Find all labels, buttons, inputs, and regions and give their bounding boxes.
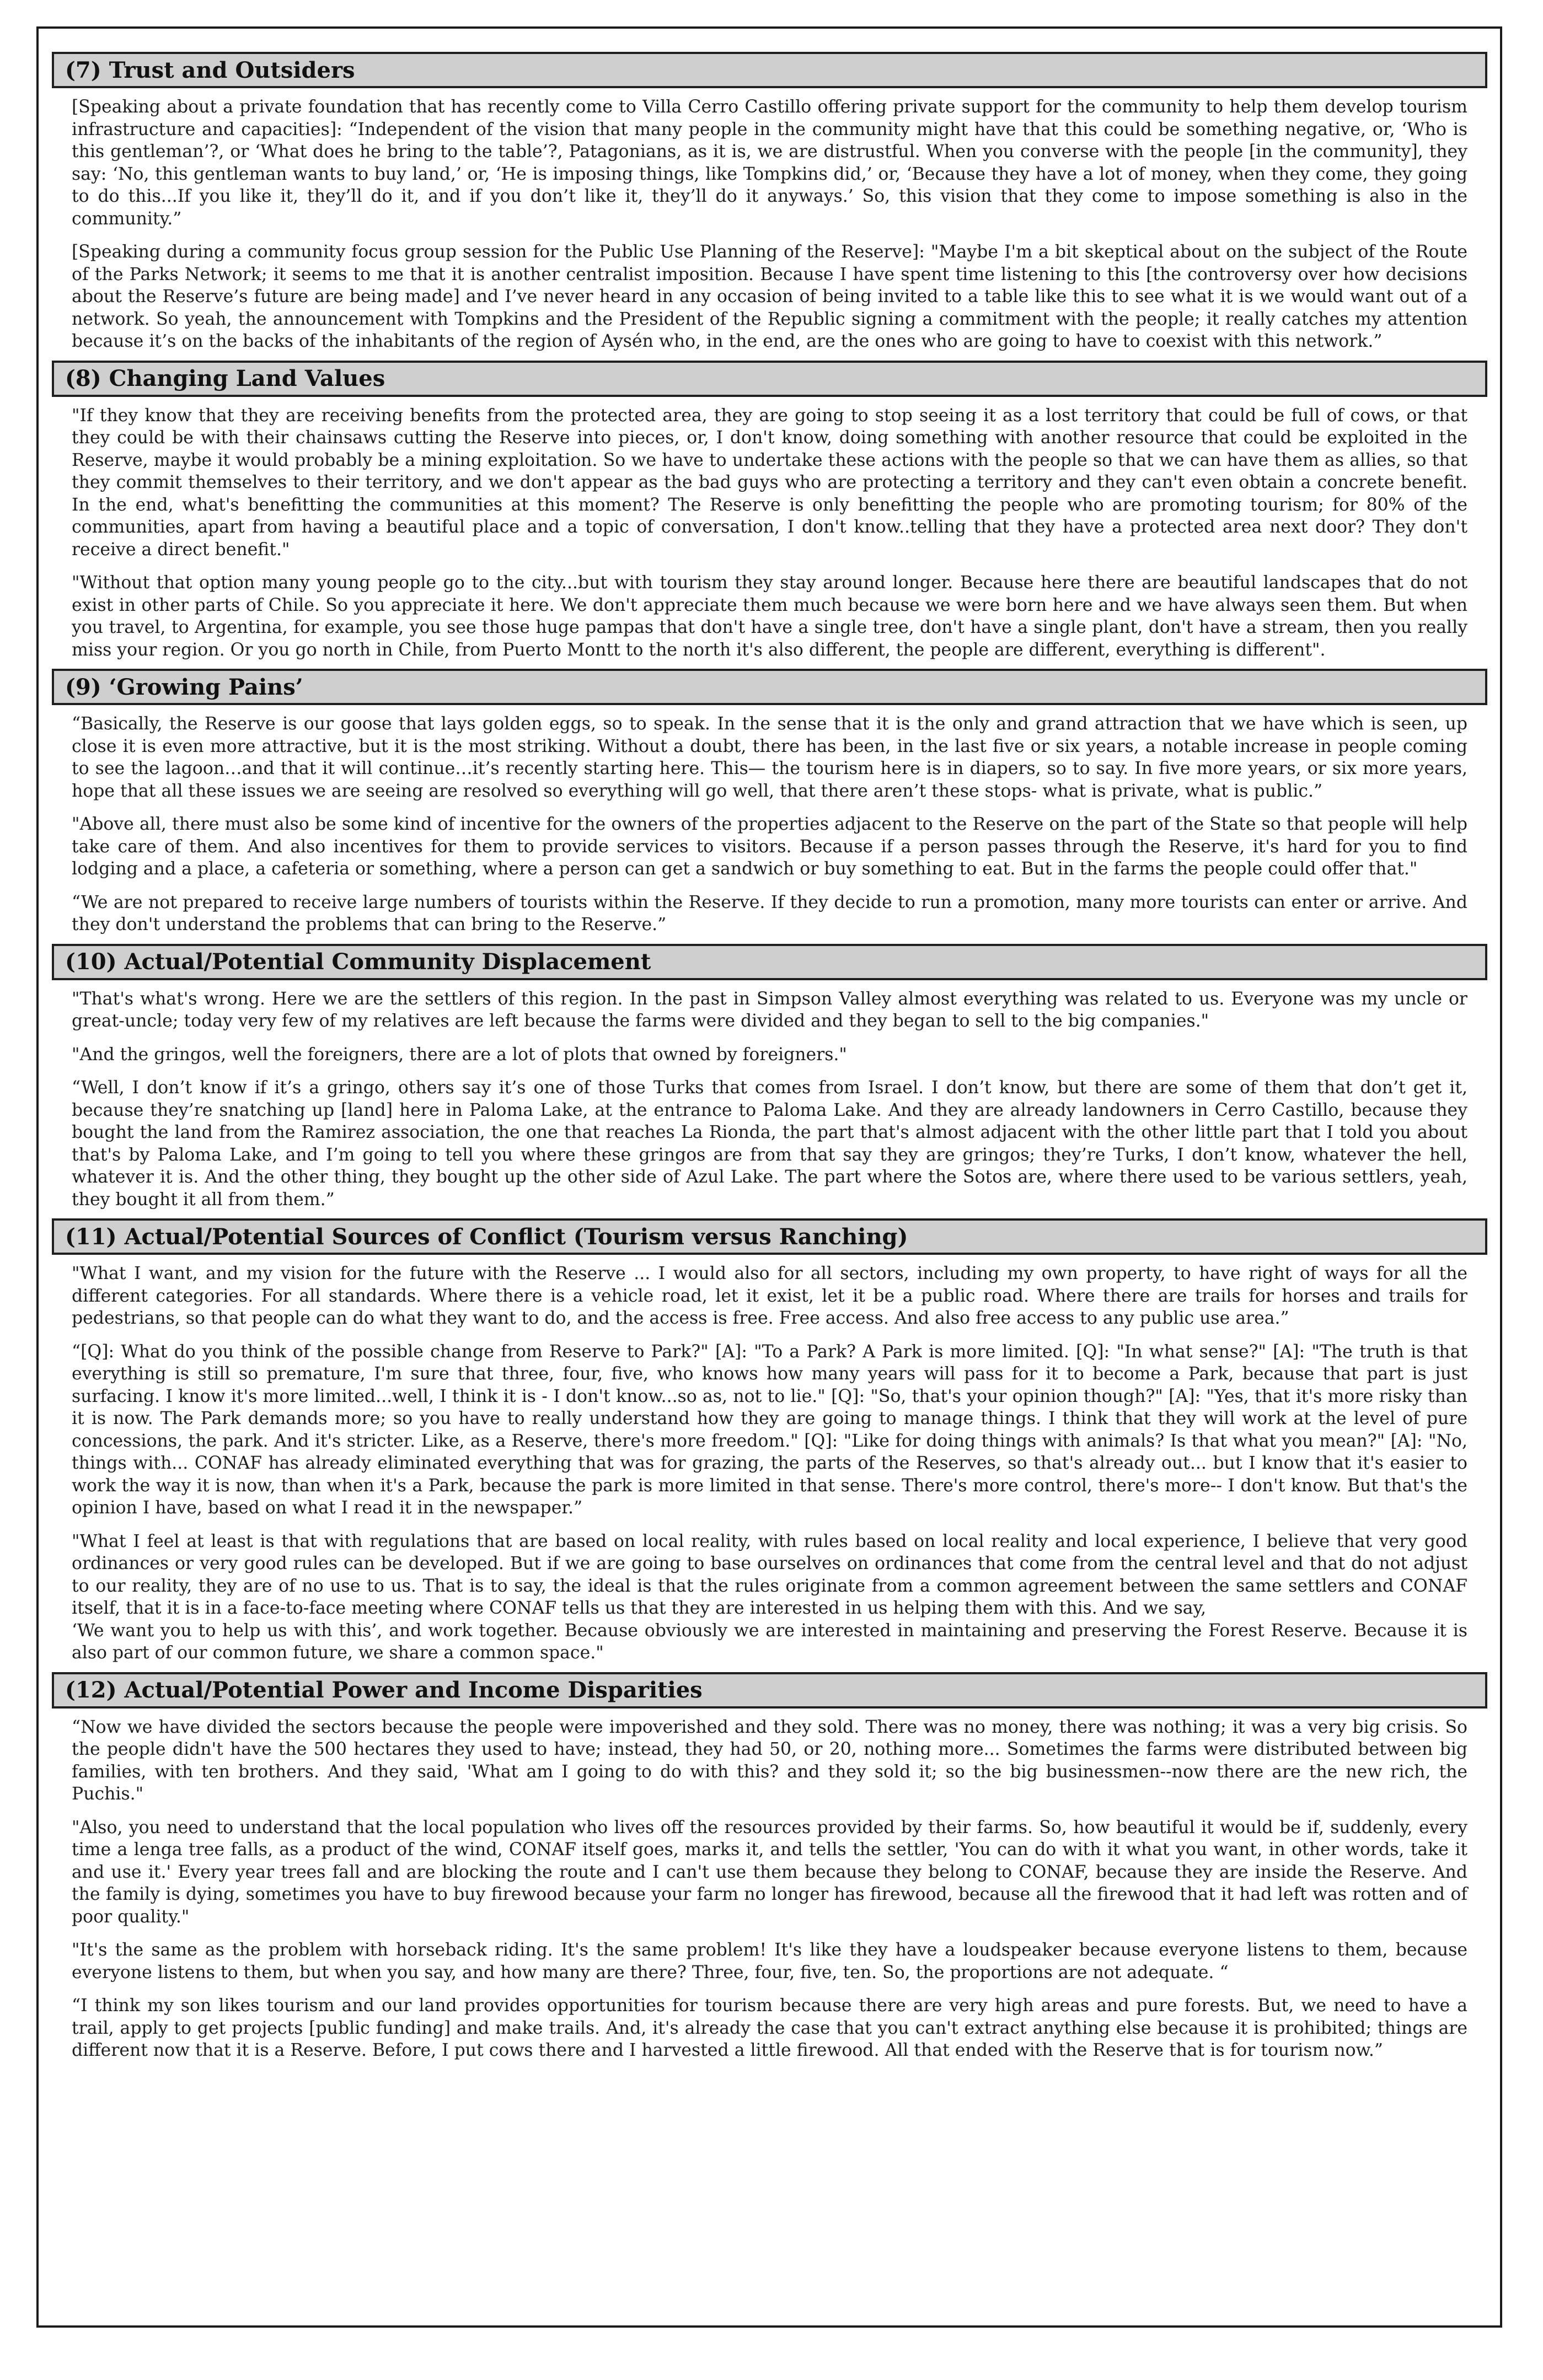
quote-paragraph: "Without that option many young people go to the city...but with tourism they stay around longer. Because here there are beautiful landscapes that do not exist in other parts of Chile. So you appreciate it here. We don't appreciate them much because we were born here and we have always seen them. But when you travel, to Argentina, for example, you see those huge pampas that don't have a single tree, don't have a single plant, don't have a stream, then you really miss your region. Or you go north in Chile, from Puerto Montt to the north it's also different, the people are different, everything is different".: [72, 573, 1467, 660]
section-heading: (7) Trust and Outsiders: [52, 52, 1487, 88]
quote-group: [52, 1709, 1487, 2070]
quote-paragraph: “Well, I don’t know if it’s a gringo, others say it’s one of those Turks that comes from Israel. I don’t know, but there are some of them that don’t get it, because they’re snatching up [land] here in Paloma Lake, at the entrance to Paloma Lake. And they are already landowners in Cerro Castillo, because they bought the land from the Ramirez association, the one that reaches La Rionda, the part that's almost adjacent with the other little part that I told you about that's by Paloma Lake, and I’m going to tell you where these gringos are from that say they are gringos; they’re Turks, I don’t know, whatever the hell, whatever it is. And the other thing, they bought up the other side of Azul Lake. The part where the Sotos are, where there used to be various settlers, yeah, they bought it all from them.”: [72, 1078, 1467, 1210]
quote-paragraph: "And the gringos, well the foreigners, there are a lot of plots that owned by foreigners.": [72, 1044, 847, 1065]
section-heading: (9) ‘Growing Pains’: [52, 669, 1487, 705]
quote-paragraph: "Also, you need to understand that the local population who lives off the resources provided by their farms. So, how beautiful it would be if, suddenly, every time a lenga tree falls, as a product of the wind, CONAF itself goes, marks it, and tells the settler, 'You can do with it what you want, in other words, take it and use it.' Every year trees fall and are blocking the route and I can't use them because they belong to CONAF, because they are inside the Reserve. And the family is dying, sometimes you have to buy firewood because your farm no longer has firewood, because all the firewood that it had left was rotten and of poor quality.": [72, 1817, 1467, 1927]
section-power-and-income-disparities: [52, 1672, 1487, 2070]
quote-paragraph: “Basically, the Reserve is our goose that lays golden eggs, so to speak. In the sense that it is the only and grand attraction that we have which is seen, up close it is even more attractive, but it is the most striking. Without a doubt, there has been, in the last five or six years, a notable increase in people coming to see the lagoon…and that it will continue…it’s recently starting here. This— the tourism here is in diapers, so to say. In five more years, or six more years, hope that all these issues we are seeing are resolved so everything will go well, that there aren’t these stops- what is private, what is public.”: [72, 714, 1467, 801]
quote-group: [52, 1255, 1487, 1672]
quote-group: [52, 397, 1487, 669]
section-growing-pains: [52, 669, 1487, 944]
quote-paragraph: "That's what's wrong. Here we are the settlers of this region. In the past in Simpson Valley almost everything was related to us. Everyone was my uncle or great-uncle; today very few of my relatives are left because the farms were divided and they began to sell to the big companies.": [72, 988, 1467, 1031]
quote-paragraph: “[Q]: What do you think of the possible change from Reserve to Park?" [A]: "To a Park? A Park is more limited. [Q]: "In what sense?" [A]: "The truth is that everything is still so premature, I'm sure that three, four, five, who knows how many years will pass for it to become a Park, because that part is just surfacing. I know it's more limited...well, I think it is - I don't know...so as, not to lie." [Q]: "So, that's your opinion though?" [A]: "Yes, that it's more risky than it is now. The Park demands more; so you have to really understand how they are going to manage things. I think that they will work at the level of pure concessions, the park. And it's stricter. Like, as a Reserve, there's more freedom." [Q]: "Like for doing things with animals? Is that what you mean?" [A]: "No, things with... CONAF has already eliminated everything that was for grazing, the parts of the Reserves, so that's already out... but I know that it's easier to work the way it is now, than when it's a Park, because the park is more limited in that sense. There's more control, there's more-- I don't know. But that's the opinion I have, based on what I read it in the newspaper.”: [72, 1341, 1467, 1518]
document-body: [52, 50, 1487, 2070]
quote-paragraph: [Speaking during a community focus group session for the Public Use Planning of the Reserve]: "Maybe I'm a bit skeptical about on the subject of the Route of the Parks Network; it seems to me that it is another centralist imposition. Because I have spent time listening to this [the controversy over how decisions about the Reserve’s future are being made] and I’ve never heard in any occasion of being invited to a table like this to see what it is we would want out of a network. So yeah, the announcement with Tompkins and the President of the Republic signing a commitment with the people; it really catches my attention because it’s on the backs of the inhabitants of the region of Aysén who, in the end, are the ones who are going to have to coexist with this network.”: [72, 242, 1467, 351]
quote-paragraph: “Now we have divided the sectors because the people were impoverished and they sold. There was no money, there was nothing; it was a very big crisis. So the people didn't have the 500 hectares they used to have; instead, they had 50, or 20, nothing more... Sometimes the farms were distributed between big families, with ten brothers. And they said, 'What am I going to do with this? and they sold it; so the big businessmen--now there are the new rich, the Puchis.": [72, 1717, 1467, 1804]
section-trust-and-outsiders: [52, 52, 1487, 361]
quote-paragraph: "It's the same as the problem with horseback riding. It's the same problem! It's like they have a loudspeaker because everyone listens to them, because everyone listens to them, but when you say, and how many are there? Three, four, five, ten. So, the proportions are not adequate. “: [72, 1940, 1467, 1983]
quote-paragraph: "Above all, there must also be some kind of incentive for the owners of the properties adjacent to the Reserve on the part of the State so that people will help take care of them. And also incentives for them to provide services to visitors. Because if a person passes through the Reserve, it's hard for you to find lodging and a place, a cafeteria or something, where a person can get a sandwich or buy something to eat. But in the farms the people could offer that.": [72, 814, 1467, 879]
quote-paragraph: "What I feel at least is that with regulations that are based on local reality, with rules based on local reality and local experience, I believe that very good ordinances or very good rules can be developed. But if we are going to base ourselves on ordinances that come from the central level and that do not adjust to our reality, they are of no use to us. That is to say, the ideal is that the rules originate from a common agreement between the same settlers and CONAF itself, that it is in a face-to-face meeting where CONAF tells us that they are interested in us helping them with this. And we say,: [72, 1531, 1467, 1618]
section-sources-of-conflict: [52, 1218, 1487, 1672]
quote-paragraph: ‘We want you to help us with this’, and work together. Because obviously we are interested in maintaining and preserving the Forest Reserve. Because it is also part of our common future, we share a common space.": [72, 1620, 1467, 1663]
section-changing-land-values: [52, 361, 1487, 669]
section-community-displacement: [52, 944, 1487, 1219]
section-heading: (10) Actual/Potential Community Displacement: [52, 944, 1487, 980]
quote-paragraph: "What I want, and my vision for the future with the Reserve ... I would also for all sectors, including my own property, to have right of ways for all the different categories. For all standards. Where there is a vehicle road, let it exist, let it be a public road. Where there are trails for horses and trails for pedestrians, so that people can do what they want to do, and the access is free. Free access. And also free access to any public use area.”: [72, 1264, 1467, 1328]
quote-group: [52, 88, 1487, 361]
quote-group: [52, 980, 1487, 1219]
quote-paragraph: [Speaking about a private foundation that has recently come to Villa Cerro Castillo offering private support for the community to help them develop tourism infrastructure and capacities]: “Independent of the vision that many people in the community might have that this could be something negative, or, ‘Who is this gentleman’?, or ‘What does he bring to the table’?, Patagonians, as it is, we are distrustful. When you converse with the people [in the community], they say: ‘No, this gentleman wants to buy land,’ or, ‘He is imposing things, like Tompkins did,’ or, ‘Because they have a lot of money, when they come, they going to do this...If you like it, they’ll do it, and if you don’t like it, they’ll do it anyways.’ So, this vision that they come to impose something is also in the community.”: [72, 97, 1467, 229]
quote-paragraph: “I think my son likes tourism and our land provides opportunities for tourism because there are very high areas and pure forests. But, we need to have a trail, apply to get projects [public funding] and make trails. And, it's already the case that you can't extract anything else because it is prohibited; things are different now that it is a Reserve. Before, I put cows there and I harvested a little firewood. All that ended with the Reserve that is for tourism now.”: [72, 1996, 1467, 2060]
quote-paragraph: "If they know that they are receiving benefits from the protected area, they are going to stop seeing it as a lost territory that could be full of cows, or that they could be with their chainsaws cutting the Reserve into pieces, or, I don't know, doing something with another resource that could be exploited in the Reserve, maybe it would probably be a mining exploitation. So we have to undertake these actions with the people so that we can have them as allies, so that they commit themselves to their territory, and we don't appear as the bad guys who are protecting a territory and they can't even obtain a concrete benefit. In the end, what's benefitting the communities at this moment? The Reserve is only benefitting the people who are promoting tourism; for 80% of the communities, apart from having a beautiful place and a topic of conversation, I don't know..telling that they have a protected area next door? They don't receive a direct benefit.": [72, 405, 1467, 560]
section-heading: (8) Changing Land Values: [52, 361, 1487, 397]
quote-group: [52, 705, 1487, 944]
quote-paragraph: “We are not prepared to receive large numbers of tourists within the Reserve. If they decide to run a promotion, many more tourists can enter or arrive. And they don't understand the problems that can bring to the Reserve.”: [72, 892, 1467, 934]
section-heading: (12) Actual/Potential Power and Income Disparities: [52, 1672, 1487, 1709]
section-heading: (11) Actual/Potential Sources of Conflict (Tourism versus Ranching): [52, 1218, 1487, 1255]
